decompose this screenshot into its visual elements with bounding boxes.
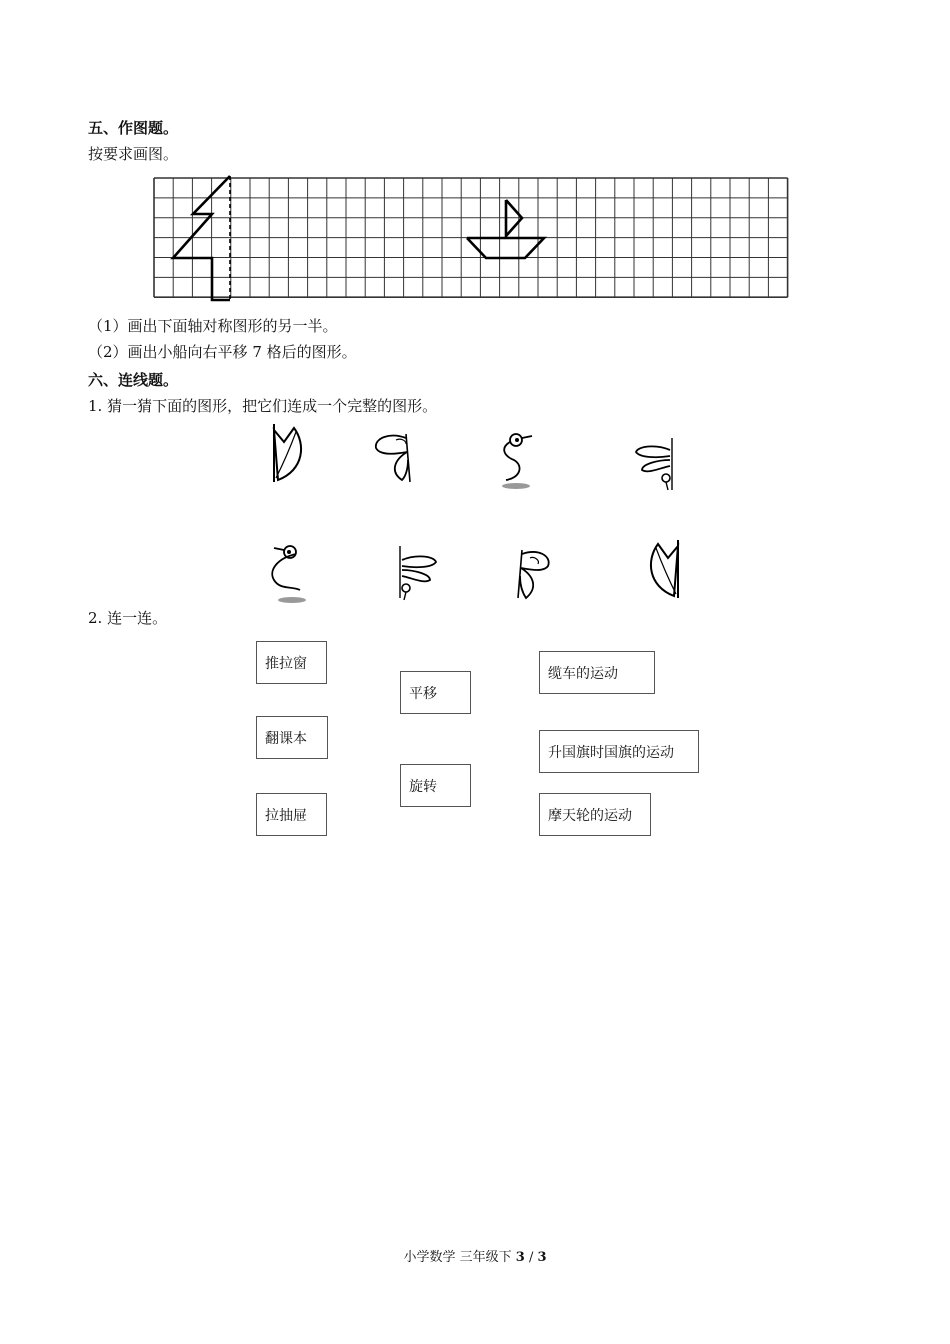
half-dragonfly-icon[interactable] (630, 436, 684, 492)
middle-item-rotation[interactable]: 旋转 (400, 764, 471, 807)
right-item-flag-raising[interactable]: 升国旗时国旗的运动 (539, 730, 699, 773)
section5-task1: （1）画出下面轴对称图形的另一半。 (88, 317, 338, 335)
half-dragonfly-mirror-icon[interactable] (388, 542, 442, 602)
footer-subject: 小学数学 三年级下 (403, 1250, 512, 1265)
footer-page-current: 3 (515, 1250, 525, 1265)
half-leaf-icon[interactable] (262, 420, 312, 486)
section5-instruction: 按要求画图。 (88, 145, 179, 163)
section6-q1: 1. 猜一猜下面的图形，把它们连成一个完整的图形。 (88, 397, 438, 415)
left-item-sliding-window[interactable]: 推拉窗 (256, 641, 327, 684)
half-swan-mirror-icon[interactable] (264, 540, 314, 606)
section6-q2: 2. 连一连。 (88, 609, 168, 627)
half-butterfly-mirror-icon[interactable] (508, 546, 558, 604)
left-item-turning-book[interactable]: 翻课本 (256, 716, 328, 759)
section5-heading: 五、作图题。 (88, 119, 179, 137)
footer-separator: / (528, 1250, 534, 1265)
section6-heading: 六、连线题。 (88, 371, 179, 389)
right-item-cable-car[interactable]: 缆车的运动 (539, 651, 655, 694)
page-footer (0, 1246, 950, 1265)
drawing-grid[interactable] (150, 174, 800, 304)
half-leaf-mirror-icon[interactable] (640, 536, 690, 602)
middle-item-translation[interactable]: 平移 (400, 671, 471, 714)
half-butterfly-icon[interactable] (370, 430, 424, 486)
right-item-ferris-wheel[interactable]: 摩天轮的运动 (539, 793, 651, 836)
left-item-pulling-drawer[interactable]: 拉抽屉 (256, 793, 327, 836)
footer-page-total: 3 (537, 1250, 547, 1265)
boat-hull (467, 238, 544, 258)
half-swan-icon[interactable] (494, 428, 544, 492)
section5-task2: （2）画出小船向右平移 7 格后的图形。 (88, 343, 357, 361)
